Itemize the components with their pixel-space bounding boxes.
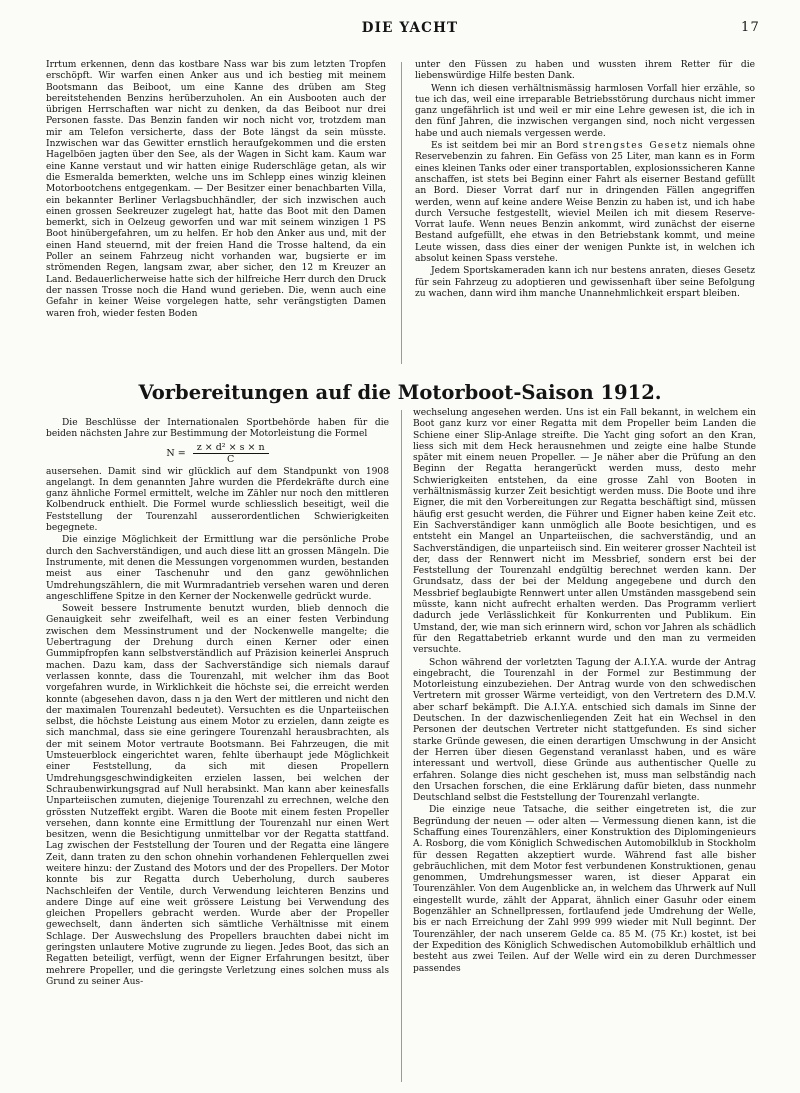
running-head <box>60 18 760 38</box>
formula-lhs: N = <box>166 447 186 459</box>
column-rule-top <box>401 62 402 364</box>
article-left-column <box>46 418 389 989</box>
formula-denominator: C <box>227 453 235 465</box>
paragraph: Schon während der vorletzten Tagung der A.I.Y.A. wurde der Antrag eingebracht, die Tourenzahl in der Formel zur Bestimmung der Motorleistung einzubeziehen. Der Antrag wurde von den schwedischen Vertretern mit grosser Wärme verteidigt, von den Vertretern des D.M.V. aber scharf bekämpft. Die A.I.Y.A. entschied sich damals im Sinne der Deutschen. In der dazwischenliegenden Zeit hat ein Wechsel in den Personen der deutschen Vertreter nicht stattgefunden. Es sind sicher starke Gründe gewesen, die einen derartigen Umschwung in der Ansicht der Herren über diesen Gegenstand veranlasst haben, und es wäre interessant und wertvoll, diese Gründe aus authentischer Quelle zu erfahren. Solange dies nicht geschehen ist, muss man selbständig nach den Ursachen forschen, die eine Erklärung dafür bieten, dass nunmehr Deutschland selbst die Feststellung der Tourenzahl verlangte. <box>413 657 756 804</box>
paragraph: Wenn ich diesen verhältnismässig harmlosen Vorfall hier erzähle, so tue ich das, weil eine irreparable Betriebsstörung durchaus nicht immer ganz ungefährlich ist und weil er mir eine Lehre gewesen ist, die ich in den fünf Jahren, die inzwischen vergangen sind, noch nicht vergessen habe und auch niemals vergessen werde. <box>415 83 755 139</box>
paragraph: wechselung angesehen werden. Uns ist ein Fall bekannt, in welchem ein Boot ganz kurz vor einer Regatta mit dem Propeller beim Landen die Schiene einer Slip-Anlage streifte. Die Yacht ging sofort an den Kran, liess sich mit dem Heck herausnehmen und zeigte eine halbe Stunde später mit einem neuen Propeller. — Je näher aber die Prüfung an den Beginn der Regatta herangerückt werden muss, desto mehr Schwierigkeiten entstehen, da eine grosse Zahl von Booten in verhältnismässig kurzer Zeit besichtigt werden muss. Die Boote und ihre Eigner, die mit den Vorbereitungen zur Regatta beschäftigt sind, müssen häufig erst gesucht werden, die Führer und Eigner haben keine Zeit etc. Ein Sachverständiger kann unmöglich alle Boote besichtigen, und es entsteht ein Mangel an Unparteiischen, die sachverständig, und an Sachverständigen, die unparteiisch sind. Ein weiterer grosser Nachteil ist der, dass der Rennwert nicht im Messbrief, sondern erst bei der Feststellung der Tourenzahl endgültig berechnet werden kann. Der Grundsatz, dass der bei der Meldung angegebene und durch den Messbrief beglaubigte Rennwert unter allen Umständen massgebend sein müsste, kann nicht aufrecht erhalten werden. Das Programm verliert dadurch jede Verlässlichkeit für Konkurrenten und Publikum. Ein Umstand, der, wie man sich erinnern wird, schon vor Jahren als schädlich für den Regattabetrieb erkannt wurde und den man zu vermeiden versuchte. <box>413 408 756 656</box>
paragraph: Irrtum erkennen, denn das kostbare Nass war bis zum letzten Tropfen erschöpft. Wir warfen einen Anker aus und ich bestieg mit meinem Bootsmann das Beiboot, um eine Kanne des drüben am Steg bereitstehenden Benzins herüberzuholen. An ein Ausbooten auch der übrigen Herrschaften war nicht zu denken, da das Beiboot nur drei Personen fasste. Das Benzin fanden wir noch nicht vor, trotzdem man mir am Telefon versicherte, dass der Bote längst da sein müsste. Inzwischen war das Gewitter ernstlich heraufgekommen und die ersten Hagelböen jagten über den See, als der Wagen in Sicht kam. Kaum war eine Kanne verstaut und wir hatten einige Ruderschläge getan, als wir die Esmeralda bemerkten, welche uns im Schlepp eines winzig kleinen Motorbootchens entgegenkam. — Der Besitzer einer benachbarten Villa, ein bekannter Berliner Verlagsbuchhändler, der sich inzwischen auch einen grossen Seekreuzer zugelegt hat, hatte das Boot mit den Damen bemerkt, sich in Oelzeug geworfen und war mit seinem winzigen 1 PS Boot hinübergefahren, um zu helfen. Er hob den Anker aus und, mit der einen Hand steuernd, mit der freien Hand die Trosse haltend, da ein Poller an seinem Fahrzeug nicht vorhanden war, bugsierte er im strömenden Regen, langsam zwar, aber sicher, den 12 m Kreuzer an Land. Bedauerlicherweise hatte sich der hilfreiche Herr durch den Druck der nassen Trosse noch die Hand wund gerieben. Die, wenn auch eine Gefahr in keiner Weise vorgelegen hatte, sehr verängstigten Damen waren froh, wieder festen Boden <box>46 60 386 319</box>
story-continued-left-column <box>46 60 386 321</box>
emphasis-spaced: strengstes Gesetz <box>582 141 689 152</box>
article-intro: Die Beschlüsse der Internationalen Sportbehörde haben für die beiden nächsten Jahre zur Bestimmung der Motorleistung die Formel <box>46 418 389 440</box>
journal-name: DIE YACHT <box>361 20 459 36</box>
motor-power-formula <box>46 442 389 465</box>
column-rule-bottom <box>401 410 402 1082</box>
paragraph: Jedem Sportskameraden kann ich nur bestens anraten, dieses Gesetz für sein Fahrzeug zu adoptieren und gewissenhaft über seine Befolgung zu wachen, dann wird ihm manche Unannehmlichkeit erspart bleiben. <box>415 266 755 299</box>
paragraph: Soweit bessere Instrumente benutzt wurden, blieb dennoch die Genauigkeit sehr zweifelhaft, weil es an einer festen Verbindung zwischen dem Messinstrument und der Nockenwelle mangelte; die Uebertragung der Drehung durch einen Kerner oder einen Gummipfropfen kann selbstverständlich auf Präzision keinerlei Anspruch machen. Dazu kam, dass der Sachverständige sich niemals darauf verlassen konnte, dass die Tourenzahl, mit welcher ihm das Boot vorgefahren wurde, in Wirklichkeit die höchste sei, die erreicht werden konnte (abgesehen davon, dass n ja den Wert der mittleren und nicht den der maximalen Tourenzahl bedeutet). Versuchten es die Unparteiischen selbst, die höchste Leistung aus einem Motor zu erzielen, dann zeigte es sich manchmal, dass sie eine geringere Tourenzahl herausbrachten, als der mit seinem Motor vertraute Bootsmann. Bei Fahrzeugen, die mit Umsteuerblock eingerichtet waren, fehlte überhaupt jede Möglichkeit einer Feststellung, da sich mit diesen Propellern Umdrehungsgeschwindigkeiten erzielen lassen, bei welchen der Schraubenwirkungsgrad auf Null herabsinkt. Man kann aber keinesfalls Unparteiischen zumuten, diejenige Tourenzahl zu errechnen, welche den grössten Nutzeffekt ergibt. Waren die Boote mit einem festen Propeller versehen, dann konnte eine Ermittlung der Tourenzahl nur einen Wert besitzen, wenn die Besichtigung unmittelbar vor der Regatta stattfand. Lag zwischen der Feststellung der Touren und der Regatta eine längere Zeit, dann traten zu den schon ohnehin vorhandenen Fehlerquellen zwei weitere hinzu: der Zustand des Motors und der des Propellers. Der Motor konnte bis zur Regatta durch Ueberholung, durch sauberes Nachschleifen der Ventile, durch Verwendung leichteren Benzins und andere Dinge auf eine weit grössere Leistung bei Verwendung des gleichen Propellers gebracht werden. Wurde aber der Propeller gewechselt, dann änderten sich sämtliche Verhältnisse mit einem Schlage. Der Auswechslung des Propellers brauchten dabei nicht im geringsten unlautere Motive zugrunde zu liegen. Jedes Boot, das sich an Regatten beteiligt, verfügt, wenn der Eigner Erfahrungen besitzt, über mehrere Propeller, und die geringste Verletzung eines solchen muss als Grund zu seiner Aus- <box>46 604 389 987</box>
paragraph <box>415 141 755 265</box>
page-number: 17 <box>741 20 760 35</box>
article-title: Vorbereitungen auf die Motorboot-Saison 1912. <box>138 381 662 404</box>
paragraph: ausersehen. Damit sind wir glücklich auf dem Standpunkt von 1908 angelangt. In dem genannten Jahre wurden die Pferdekräfte durch eine ganz ähnliche Formel ermittelt, welche im Zähler nur noch den mittleren Kolbendruck enthielt. Die Formel wurde schliesslich beseitigt, weil die Feststellung der Tourenzahl ausserordentlichen Schwierigkeiten begegnete. <box>46 466 389 534</box>
paragraph: Die einzige Möglichkeit der Ermittlung war die persönliche Probe durch den Sachverständigen, und auch diese litt an grossen Mängeln. Die Instrumente, mit denen die Messungen vorgenommen wurden, bestanden meist aus einer Taschenuhr und den ganz gewöhnlichen Umdrehungszählern, die mit Wurmradantrieb versehen waren und deren angeschliffene Spitze in den Kerner der Nockenwelle gedrückt wurde. <box>46 535 389 602</box>
text-run: niemals ohne Reservebenzin zu fahren. Ein Gefäss von 25 Liter, man kann es in Form eines kleinen Tanks oder einer transportablen, explosionssicheren Kanne anschaffen, ist stets bei Beginn einer Fahrt als eiserner Bestand gefüllt an Bord. Dieser Vorrat darf nur in dringenden Fällen angegriffen werden, wenn auf keine andere Weise Benzin zu haben ist, und ich habe durch Versuche festgestellt, wieviel Meilen ich mit diesem Reserve-Vorrat laufe. Wenn neues Benzin ankommt, wird zunächst der eiserne Bestand aufgefüllt, ehe etwas in den Betriebstank kommt, und meine Leute wissen, dass dies einer der wenigen Punkte ist, in welchen ich absolut keinen Spass verstehe. <box>415 141 755 265</box>
article-right-column <box>413 408 756 976</box>
paragraph: Die einzige neue Tatsache, die seither eingetreten ist, die zur Begründung der neuen — oder alten — Vermessung dienen kann, ist die Schaffung eines Tourenzählers, einer Konstruktion des Diplomingenieurs A. Rosborg, die vom Königlich Schwedischen Automobilklub in Stockholm für dessen Regatten akzeptiert wurde. Während fast alle bisher gebräuchlichen, mit dem Motor fest verbundenen Konstruktionen, genau genommen, Umdrehungsmesser waren, ist dieser Apparat ein Tourenzähler. Von dem Augenblicke an, in welchem das Uhrwerk auf Null eingestellt wurde, zählt der Apparat, ähnlich einer Gasuhr oder einem Bogenzähler an Schnellpressen, fortlaufend jede Umdrehung der Welle, bis er nach Erreichung der Zahl 999 999 wieder mit Null beginnt. Der Tourenzähler, der nach unserem Gelde ca. 85 M. (75 Kr.) kostet, ist bei der Expedition des Königlich Schwedischen Automobilklub erhältlich und besteht aus zwei Teilen. Auf der Welle wird ein zu deren Durchmesser passendes <box>413 805 756 974</box>
text-run: Es ist seitdem bei mir an Bord <box>431 141 583 152</box>
story-continued-right-column <box>415 60 755 301</box>
paragraph: unter den Füssen zu haben und wussten ihrem Retter für die liebenswürdige Hilfe besten Dank. <box>415 60 755 82</box>
formula-numerator: z × d² × s × n <box>193 442 269 454</box>
formula-fraction <box>193 442 269 465</box>
